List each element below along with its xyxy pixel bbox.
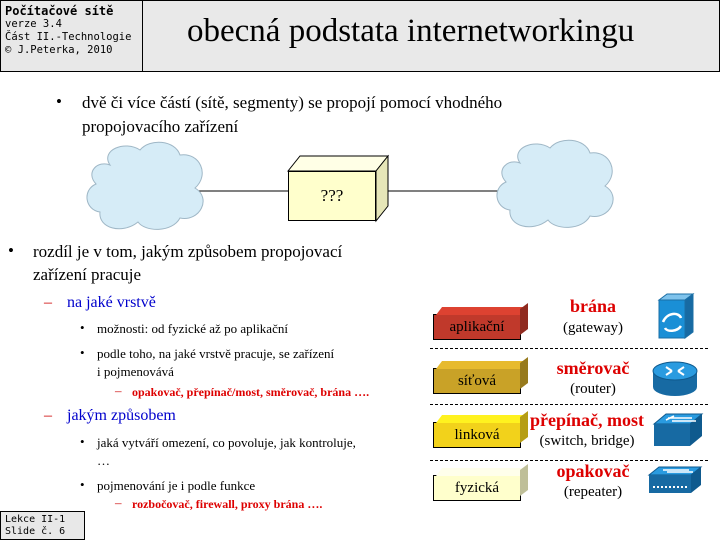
- layer-network-label: síťová: [457, 373, 497, 389]
- dash-mode-examples: –: [115, 495, 122, 510]
- item-layer-naming-1: podle toho, na jaké vrstvě pracuje, se zařízení: [97, 346, 335, 361]
- course-author: © J.Peterka, 2010: [5, 44, 113, 56]
- layer-network: [433, 368, 521, 394]
- main-line1: rozdíl je v tom, jakým způsobem propojovací: [33, 242, 343, 261]
- device-router-en: (router): [570, 381, 616, 397]
- layer-separator: [430, 404, 708, 405]
- heading-mode: jakým způsobem: [67, 407, 176, 424]
- slide-number: Slide č. 6: [5, 526, 66, 537]
- item-dot: •: [80, 345, 85, 360]
- device-label: ???: [320, 186, 344, 205]
- unknown-device: [288, 171, 376, 221]
- course-title: Počítačové sítě: [5, 4, 114, 18]
- gateway-icon: [655, 292, 695, 340]
- device-repeater: opakovač: [556, 461, 630, 481]
- item-layer-naming-2: i pojmenovává: [97, 364, 174, 379]
- cloud-left-icon: [87, 142, 203, 229]
- course-part: Část II.-Technologie: [5, 31, 132, 43]
- mode-examples: rozbočovač, firewall, proxy brána ….: [132, 497, 323, 511]
- dash-layer: –: [44, 294, 52, 311]
- intro-bullet: •: [56, 92, 62, 111]
- item-mode-limits-1: jaká vytváří omezení, co povoluje, jak kontroluje,: [97, 435, 356, 450]
- item-mode-function: pojmenování je i podle funkce: [97, 478, 256, 493]
- dash-layer-examples: –: [115, 383, 122, 398]
- lecture-number: Lekce II-1: [5, 514, 66, 525]
- slide-footer: [0, 511, 85, 540]
- dash-mode: –: [44, 407, 52, 424]
- item-dot: •: [80, 320, 85, 335]
- heading-layer: na jaké vrstvě: [67, 294, 156, 311]
- main-bullet: •: [8, 241, 14, 260]
- device-switch: přepínač, most: [530, 410, 644, 430]
- layer-application: [433, 314, 521, 340]
- layer-link-label: linková: [454, 427, 500, 443]
- main-line2: zařízení pracuje: [33, 265, 142, 284]
- device-switch-en: (switch, bridge): [539, 433, 635, 449]
- slide-title: obecná podstata internetworkingu: [187, 13, 635, 49]
- device-gateway-en: (gateway): [563, 320, 623, 336]
- item-dot: •: [80, 434, 85, 449]
- item-mode-limits-2: …: [97, 453, 110, 468]
- layer-application-label: aplikační: [449, 319, 505, 335]
- item-layer-range: možnosti: od fyzické až po aplikační: [97, 321, 288, 336]
- course-version: verze 3.4: [5, 18, 62, 30]
- intro-line1: dvě či více částí (sítě, segmenty) se propojí pomocí vhodného: [82, 93, 503, 112]
- layer-separator: [430, 348, 708, 349]
- layer-physical: [433, 475, 521, 501]
- layer-physical-label: fyzická: [454, 480, 500, 496]
- device-router: směrovač: [556, 358, 630, 378]
- item-dot: •: [80, 477, 85, 492]
- layer-link: [433, 422, 521, 448]
- device-repeater-en: (repeater): [563, 484, 623, 500]
- layer-examples: opakovač, přepínač/most, směrovač, brána ….: [132, 385, 370, 399]
- cloud-right-icon: [497, 140, 613, 227]
- router-icon: [650, 357, 700, 399]
- intro-line2: propojovacího zařízení: [82, 117, 239, 136]
- device-gateway: brána: [569, 296, 616, 316]
- switch-icon: [652, 410, 704, 450]
- repeater-icon: [647, 463, 703, 497]
